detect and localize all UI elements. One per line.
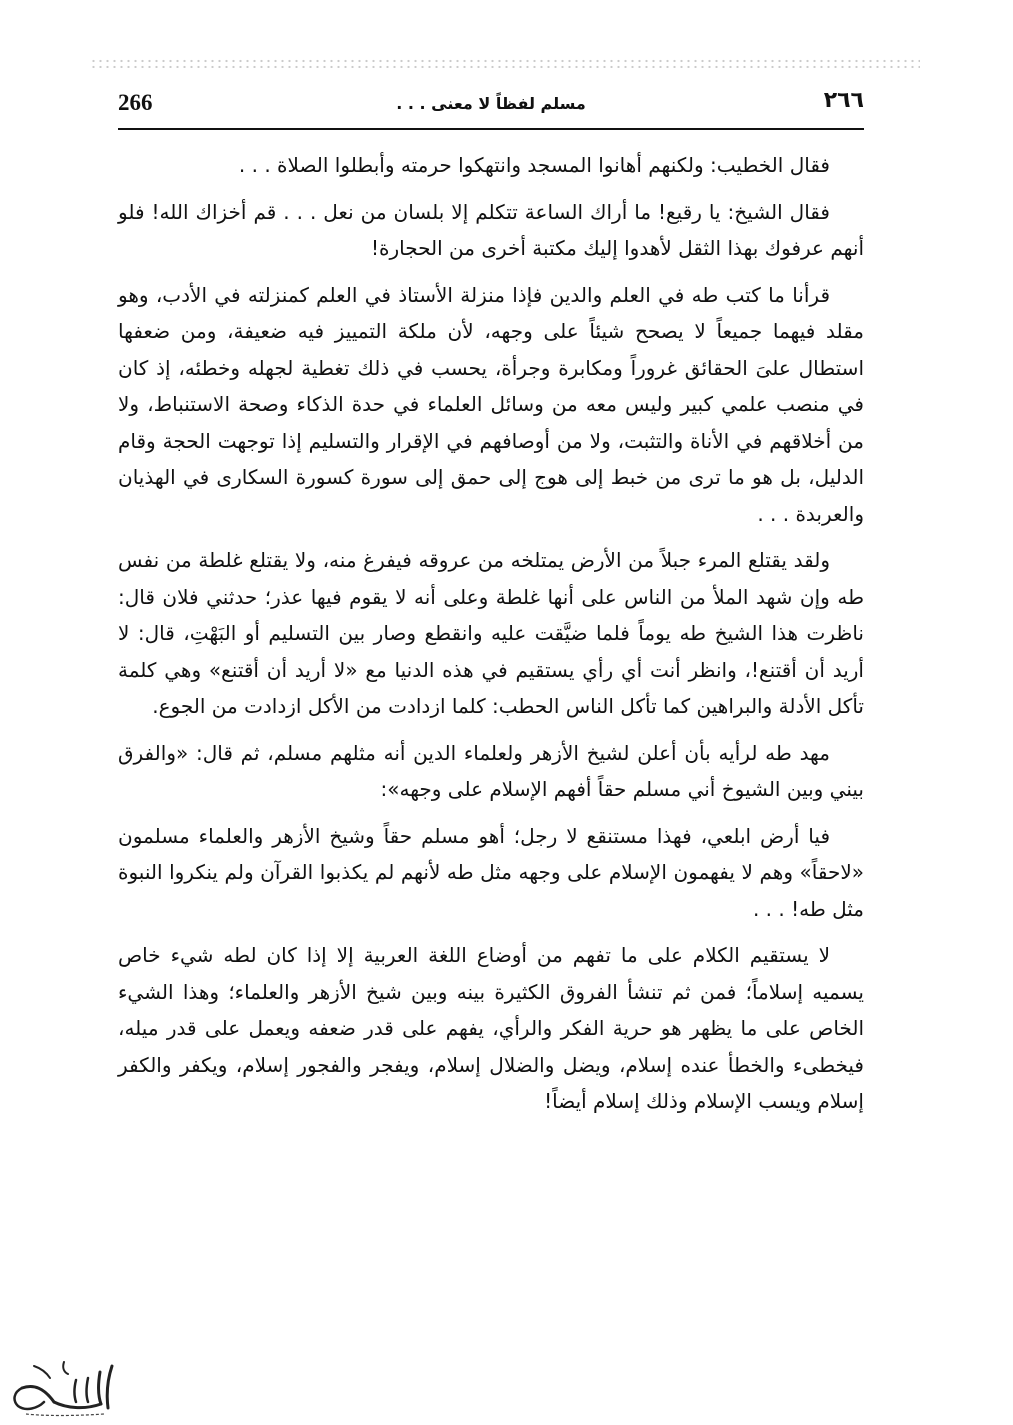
calligraphy-stamp-logo bbox=[4, 1358, 120, 1420]
page-number-arabic: ٢٦٦ bbox=[823, 88, 864, 113]
paragraph-3: قرأنا ما كتب طه في العلم والدين فإذا منزلة الأستاذ في العلم كمنزلته في الأدب، وهو مقلد فيهما جميعاً لا يصحح شيئاً على وجهه، لأن ملكة التمييز فيه ضعيفة، ومن ضعفها استطال علىَ الحقائق غروراً ومكابرة وجرأة، يحسب في ذلك تغطية لجهله وخطئه، إذ كان في منصب علمي كبير وليس معه من وسائل العلماء في حدة الذكاء وصحة الاستنباط، ولا من أخلاقهم في الأناة والتثبت، ولا من أوصافهم في الإقرار والتسليم إذا توجهت الحجة وقام الدليل، بل هو ما ترى من خبط إلى هوج إلى حمق إلى سورة كسورة السكارى في الهذيان والعربدة . . . bbox=[118, 282, 864, 526]
page-header bbox=[118, 88, 864, 126]
header-rule bbox=[118, 128, 864, 130]
paragraph-4: ولقد يقتلع المرء جبلاً من الأرض يمتلخه من عروقه فيفرغ منه، ولا يقتلع غلطة من نفس طه وإن شهد الملأ من الناس على أنها غلطة وعلى أنه لا يقوم فيها عذر؛ حدثني فلان قال: ناظرت هذا الشيخ طه يوماً فلما ضيَّقت عليه وانقطع وصار بين التسليم أو البَهْتِ، قال: لا أريد أن أقتنع!، وانظر أنت أي رأي يستقيم في هذه الدنيا مع «لا أريد أن أقتنع» وهي كلمة تأكل الأدلة والبراهين كما تأكل الناس الحطب: كلما ازدادت من الأكل ازدادت من الجوع. bbox=[118, 548, 864, 718]
paragraph-2: فقال الشيخ: يا رقيع! ما أراك الساعة تتكلم إلا بلسان من نعل . . . قم أخزاك الله! فلو أنهم عرفوك بهذا الثقل لأهدوا إليك مكتبة أخرى من الحجارة! bbox=[118, 199, 864, 260]
paragraph-5: مهد طه لرأيه بأن أعلن لشيخ الأزهر ولعلماء الدين أنه مثلهم مسلم، ثم قال: «والفرق بيني وبين الشيوخ أني مسلم حقاً أفهم الإسلام على وجهه»: bbox=[118, 740, 864, 801]
paragraph-7: لا يستقيم الكلام على ما تفهم من أوضاع اللغة العربية إلا إذا كان لطه شيء خاص يسميه إسلاماً؛ فمن ثم تنشأ الفروق الكثيرة بينه وبين شيخ الأزهر والعلماء؛ وهذا الشيء الخاص على ما يظهر هو حرية الفكر والرأي، يفهم على قدر ضعفه ويعمل على قدر ميله، فيخطىء والخطأ عنده إسلام، ويضل والضلال إسلام، ويفجر والفجور إسلام، ويكفر والكفر إسلام ويسب الإسلام وذلك إسلام أيضاً! bbox=[118, 943, 864, 1113]
paragraph-6: فيا أرض ابلعي، فهذا مستنقع لا رجل؛ أهو مسلم حقاً وشيخ الأزهر والعلماء مسلمون «لاحقاً» وهم لا يفهمون الإسلام على وجهه مثل طه لأنهم لم يكذبوا القرآن ولم ينكروا النبوة مثل طه! . . . bbox=[118, 823, 864, 921]
paragraph-1: فقال الخطيب: ولكنهم أهانوا المسجد وانتهكوا حرمته وأبطلوا الصلاة . . . bbox=[238, 153, 830, 177]
body-text bbox=[118, 147, 864, 1130]
running-title: مسلم لفظاً لا معنى . . . bbox=[396, 94, 586, 113]
scan-noise-strip bbox=[90, 58, 920, 68]
page-number-latin: 266 bbox=[118, 90, 153, 115]
